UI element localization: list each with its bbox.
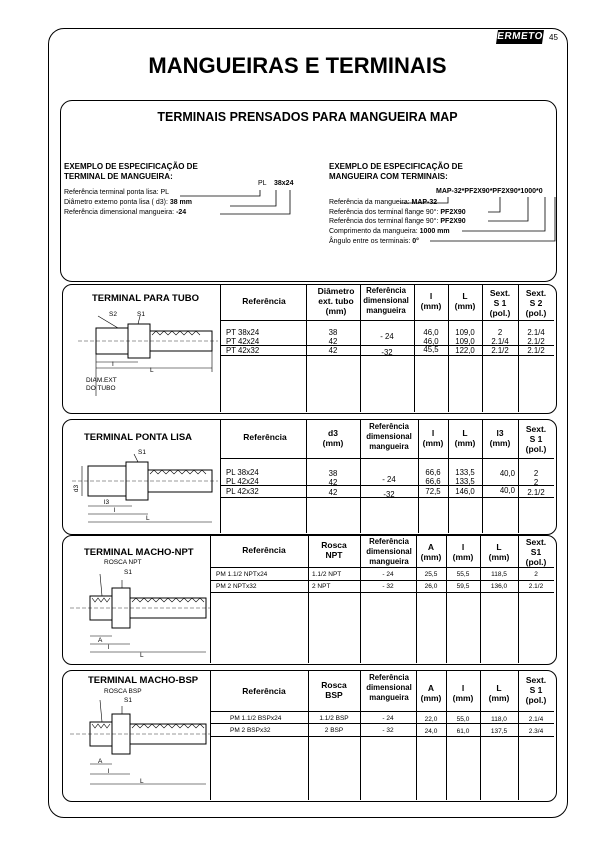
npt-row-L: 118,5 (491, 571, 507, 578)
npt-row-dim: - 32 (382, 583, 394, 590)
bsp-row-s1: 2.1/4 (528, 716, 544, 723)
lisa-h-L-1: L (462, 428, 468, 438)
bsp-row-a: 24,0 (424, 728, 438, 735)
bsp-h-dim-1: Referência (369, 673, 409, 682)
divider (308, 671, 309, 800)
tubo-row-s2: 2.1/2 (527, 346, 545, 355)
bsp-label-l: l (108, 768, 110, 775)
bsp-row-a: 22,0 (424, 716, 438, 723)
npt-row-l: 55,5 (456, 571, 470, 578)
bsp-label-L: L (140, 778, 144, 785)
tubo-row-l: 45,5 (423, 345, 439, 354)
intro-subtitle: TERMINAIS PRENSADOS PARA MANGUEIRA MAP (157, 110, 458, 124)
npt-label-L: L (140, 652, 144, 659)
bsp-h-a-1: A (427, 683, 435, 693)
bsp-h-dim (360, 673, 418, 703)
tubo-row-diam: 42 (328, 346, 338, 355)
lisa-row-L: 133,5 (455, 477, 475, 486)
divider (416, 536, 417, 663)
lisa-h-d3-2: (mm) (322, 438, 344, 448)
tubo-h-s1-d: (pol.) (489, 308, 511, 318)
bsp-h-s1-b-index: 1 (537, 685, 543, 695)
bsp-h-L-1: L (496, 683, 502, 693)
bsp-h-L-2: (mm) (488, 693, 510, 703)
tubo-h-s2 (518, 288, 554, 318)
tubo-h-dim (360, 286, 412, 316)
lisa-h-s1-d: (pol.) (525, 444, 547, 454)
divider (360, 536, 361, 663)
bsp-h-rosca-1: Rosca (321, 680, 347, 690)
lisa-l3-a: 40,0 (499, 469, 515, 478)
left-example-heading-1: EXEMPLO DE ESPECIFICAÇÃO DE (64, 162, 198, 171)
tubo-h-L-2: (mm) (454, 301, 476, 311)
divider (446, 536, 447, 663)
bsp-h-dim-2: dimensional (366, 683, 412, 692)
tubo-h-s1-b (482, 298, 518, 308)
npt-row-s1: 2.1/2 (528, 583, 544, 590)
tubo-row-l: 46,0 (423, 337, 439, 346)
tubo-h-s1-b-index: 1 (501, 298, 507, 308)
lisa-l3-b: 40,0 (499, 486, 515, 495)
lisa-h-l3-1: l3 (496, 428, 504, 438)
lisa-h-L-2: (mm) (454, 438, 476, 448)
lisa-row-l: 72,5 (425, 487, 441, 496)
npt-row-a: 26,0 (424, 583, 438, 590)
npt-label-s1: S1 (124, 569, 132, 576)
lisa-h-s1-a: Sext. (525, 424, 547, 434)
tubo-h-diam (306, 286, 366, 316)
left-leader-lines (180, 186, 300, 216)
lisa-row-d3: 42 (328, 488, 338, 497)
bsp-h-s1-b (518, 685, 554, 695)
tubo-label-l: L (150, 367, 154, 374)
divider (221, 320, 554, 321)
divider (211, 567, 554, 568)
lisa-label-L: L (146, 515, 150, 522)
bsp-label-s1: S1 (124, 697, 132, 704)
divider (360, 671, 361, 800)
tubo-row-diam: 42 (328, 337, 338, 346)
divider (211, 711, 554, 712)
bsp-row-s1: 2.3/4 (528, 728, 544, 735)
right-line-2-value: PF2X90 (440, 209, 466, 216)
bsp-h-s1-b-letter: S (529, 685, 536, 695)
npt-label-rosca: ROSCA NPT (104, 559, 142, 566)
bsp-row-L: 118,0 (491, 716, 507, 723)
lisa-dim-1: - 24 (382, 475, 396, 484)
npt-h-l (446, 542, 480, 562)
lisa-h-l-2: (mm) (422, 438, 444, 448)
tubo-h-diam-3: (mm) (325, 306, 347, 316)
lisa-h-s1-b-index: 1 (537, 434, 543, 444)
left-line-3 (64, 208, 186, 218)
npt-drawing (70, 568, 210, 660)
lisa-h-dim-3: mangueira (369, 442, 409, 451)
lisa-h-d3-1: d3 (328, 428, 338, 438)
right-line-3-label: Referência dos terminal flange 90°: (329, 218, 441, 225)
npt-h-s1 (518, 537, 554, 567)
tubo-h-l-2: (mm) (420, 301, 442, 311)
lisa-h-s1-b-letter: S (529, 434, 536, 444)
lisa-h-dim (360, 422, 418, 452)
tubo-h-ref: Referência (242, 296, 286, 306)
npt-row-s1: 2 (534, 571, 538, 578)
tubo-h-L (448, 291, 482, 311)
npt-h-L (480, 542, 518, 562)
npt-h-rosca (308, 540, 360, 560)
bsp-row-l: 61,0 (456, 728, 470, 735)
bsp-row-rosca: 2 BSP (324, 727, 344, 734)
tubo-row-L: 109,0 (455, 337, 475, 346)
right-line-3-value: PF2X90 (440, 218, 466, 225)
npt-h-a-1: A (427, 542, 435, 552)
divider (220, 420, 221, 533)
npt-row-L: 136,0 (490, 583, 508, 590)
bsp-h-dim-3: mangueira (369, 693, 409, 702)
lisa-label-d3: d3 (73, 484, 81, 493)
bsp-h-L (480, 683, 518, 703)
lisa-h-dim-2: dimensional (366, 432, 412, 441)
npt-h-dim (360, 537, 418, 567)
npt-row-l: 59,5 (456, 583, 470, 590)
tubo-h-s1-a: Sext. (489, 288, 511, 298)
bsp-label-a: A (98, 758, 103, 765)
npt-h-L-2: (mm) (488, 552, 510, 562)
tubo-row-s2: 2.1/2 (527, 337, 545, 346)
tubo-h-dim-3: mangueira (366, 306, 406, 315)
tubo-h-L-1: L (462, 291, 468, 301)
npt-row-dim: - 24 (382, 571, 394, 578)
tubo-h-l (414, 291, 448, 311)
lisa-h-L (448, 428, 482, 448)
npt-h-rosca-2: NPT (325, 550, 343, 560)
lisa-row-s1: 2 (533, 478, 539, 487)
right-leader-lines (400, 195, 560, 245)
npt-h-a-2: (mm) (420, 552, 442, 562)
bsp-h-s1-a: Sext. (525, 675, 547, 685)
tubo-row-s1: 2 (497, 328, 503, 337)
bsp-row-ref: PM 2 BSPx32 (230, 727, 271, 734)
right-line-5-label: Ângulo entre os terminais: (329, 238, 413, 245)
bsp-row-dim: - 32 (382, 727, 394, 734)
tubo-row-l: 46,0 (423, 328, 439, 337)
bsp-h-ref: Referência (242, 686, 286, 696)
npt-h-s1-b: S1 (530, 547, 542, 557)
left-line-1: Referência terminal ponta lisa: PL (64, 189, 170, 196)
divider (308, 536, 309, 663)
lisa-h-s1 (518, 424, 554, 454)
npt-h-l-1: l (461, 542, 465, 552)
left-line-3-value: -24 (176, 209, 187, 216)
tubo-h-s1 (482, 288, 518, 318)
right-line-5-value: 0° (412, 238, 419, 245)
bsp-label-rosca: ROSCA BSP (104, 688, 142, 695)
tubo-h-diam-1: Diâmetro (317, 286, 355, 296)
tubo-h-s1-b-letter: S (493, 298, 500, 308)
divider (480, 536, 481, 663)
lisa-row-l: 66,6 (425, 468, 441, 477)
tubo-row-ref: PT 42x32 (226, 346, 260, 355)
lisa-h-l3 (482, 428, 518, 448)
npt-h-L-1: L (496, 542, 502, 552)
divider (220, 285, 221, 412)
tubo-h-s2-b-index: 2 (537, 298, 543, 308)
lisa-h-dim-1: Referência (369, 422, 409, 431)
right-line-4-value: 1000 mm (419, 228, 450, 235)
lisa-row-ref: PL 42x32 (226, 487, 259, 496)
npt-row-rosca: 2 NPT (312, 583, 331, 590)
npt-h-dim-2: dimensional (366, 547, 412, 556)
left-example-heading-2: TERMINAL DE MANGUEIRA: (64, 172, 173, 181)
section-tubo-title: TERMINAL PARA TUBO (92, 293, 199, 304)
bsp-h-s1 (518, 675, 554, 705)
left-code-prefix: PL (258, 180, 267, 187)
lisa-row-L: 133,5 (455, 468, 475, 477)
npt-label-l: l (108, 644, 110, 651)
lisa-label-s1: S1 (138, 449, 146, 456)
npt-h-a (416, 542, 446, 562)
lisa-row-d3: 42 (328, 478, 338, 487)
tubo-h-s2-a: Sext. (525, 288, 547, 298)
tubo-h-s2-b (518, 298, 554, 308)
tubo-h-s2-b-letter: S (529, 298, 536, 308)
section-npt-title: TERMINAL MACHO-NPT (84, 547, 194, 558)
lisa-h-s1-b (518, 434, 554, 444)
npt-h-s1-d: (pol.) (525, 557, 547, 567)
tubo-h-dim-2: dimensional (363, 296, 409, 305)
npt-h-s1-a: Sext. (525, 537, 547, 547)
tubo-h-l-1: l (429, 291, 433, 301)
tubo-row-diam: 38 (328, 328, 338, 337)
tubo-dim-2: -32 (381, 348, 393, 357)
npt-row-ref: PM 1.1/2 NPTx24 (216, 571, 268, 578)
npt-row-rosca: 1.1/2 NPT (312, 571, 342, 578)
tubo-label-s2: S2 (109, 311, 117, 318)
npt-h-rosca-1: Rosca (321, 540, 347, 550)
bsp-row-l: 55,0 (456, 716, 470, 723)
lisa-label-l: l (114, 507, 116, 514)
divider (518, 536, 519, 663)
lisa-h-l3-2: (mm) (489, 438, 511, 448)
tubo-row-L: 122,0 (455, 346, 475, 355)
bsp-h-l (446, 683, 480, 703)
npt-h-ref: Referência (242, 545, 286, 555)
lisa-h-d3 (306, 428, 360, 448)
left-line-2-label: Diâmetro externo ponta lisa ( d3): (64, 199, 170, 206)
bsp-row-L: 137,5 (490, 728, 508, 735)
divider (221, 458, 554, 459)
npt-h-dim-3: mangueira (369, 557, 409, 566)
left-line-2 (64, 198, 192, 208)
left-line-3-label: Referência dimensional mangueira: (64, 209, 177, 216)
lisa-row-s1: 2.1/2 (527, 488, 545, 497)
right-example-heading-1: EXEMPLO DE ESPECIFICAÇÃO DE (329, 162, 463, 171)
npt-h-dim-1: Referência (369, 537, 409, 546)
page-title: MANGUEIRAS E TERMINAIS (148, 53, 447, 78)
tubo-label-s1: S1 (137, 311, 145, 318)
lisa-h-l-1: l (431, 428, 435, 438)
lisa-row-ref: PL 42x24 (226, 477, 259, 486)
tubo-row-s1: 2.1/4 (491, 337, 509, 346)
npt-label-a: A (98, 637, 103, 644)
right-example-heading-2: MANGUEIRA COM TERMINAIS: (329, 172, 448, 181)
lisa-h-ref: Referência (243, 432, 287, 442)
lisa-label-l3: l3 (104, 499, 110, 506)
tubo-label-diam1: DIAM.EXT (86, 377, 117, 384)
bsp-h-l-1: l (461, 683, 465, 693)
right-line-1-label: Referência da mangueira: (329, 199, 412, 206)
bsp-h-rosca-2: BSP (325, 690, 343, 700)
right-line-2-label: Referência dos terminal flange 90°: (329, 209, 441, 216)
tubo-h-s2-d: (pol.) (525, 308, 547, 318)
divider (211, 592, 554, 593)
left-line-2-value: 38 mm (169, 199, 193, 206)
tubo-label-diam2: DO TUBO (86, 385, 116, 392)
ermeto-logo: ERMETO (496, 31, 544, 42)
bsp-h-rosca (308, 680, 360, 700)
lisa-row-L: 146,0 (455, 487, 475, 496)
divider (211, 580, 554, 581)
right-code: MAP-32*PF2X90*PF2X90*1000*0 (436, 188, 543, 195)
tubo-row-L: 109,0 (455, 328, 475, 337)
tubo-h-dim-1: Referência (366, 286, 406, 295)
lisa-drawing (72, 448, 218, 530)
lisa-row-s1: 2 (533, 469, 539, 478)
tubo-dim-1: - 24 (380, 332, 394, 341)
section-lisa-title: TERMINAL PONTA LISA (84, 432, 193, 443)
tubo-row-s1: 2.1/2 (491, 346, 509, 355)
lisa-dim-2: -32 (383, 490, 395, 499)
bsp-h-a (416, 683, 446, 703)
bsp-row-ref: PM 1.1/2 BSPx24 (230, 715, 282, 722)
bsp-h-s1-d: (pol.) (525, 695, 547, 705)
left-code-suffix: 38x24 (274, 180, 294, 187)
lisa-row-d3: 38 (328, 469, 338, 478)
lisa-row-l: 66,6 (425, 477, 441, 486)
right-line-1-value: MAP-32 (411, 199, 438, 206)
tubo-row-ref: PT 38x24 (226, 328, 260, 337)
bsp-h-l-2: (mm) (452, 693, 474, 703)
npt-h-l-2: (mm) (452, 552, 474, 562)
npt-row-ref: PM 2 NPTx32 (216, 583, 257, 590)
bsp-row-dim: - 24 (382, 715, 394, 722)
bsp-h-a-2: (mm) (420, 693, 442, 703)
tubo-label-i: I (112, 361, 114, 368)
bsp-row-rosca: 1.1/2 BSP (319, 715, 349, 722)
npt-row-a: 25,5 (424, 571, 438, 578)
divider (211, 736, 554, 737)
page-number: 45 (549, 33, 558, 42)
right-line-4-label: Comprimento da mangueira: (329, 228, 420, 235)
tubo-h-diam-2: ext. tubo (318, 296, 354, 306)
section-bsp-title: TERMINAL MACHO-BSP (88, 675, 199, 686)
lisa-row-ref: PL 38x24 (226, 468, 259, 477)
tubo-row-s2: 2.1/4 (527, 328, 545, 337)
divider (210, 536, 211, 663)
lisa-h-l (418, 428, 448, 448)
tubo-row-ref: PT 42x24 (226, 337, 260, 346)
